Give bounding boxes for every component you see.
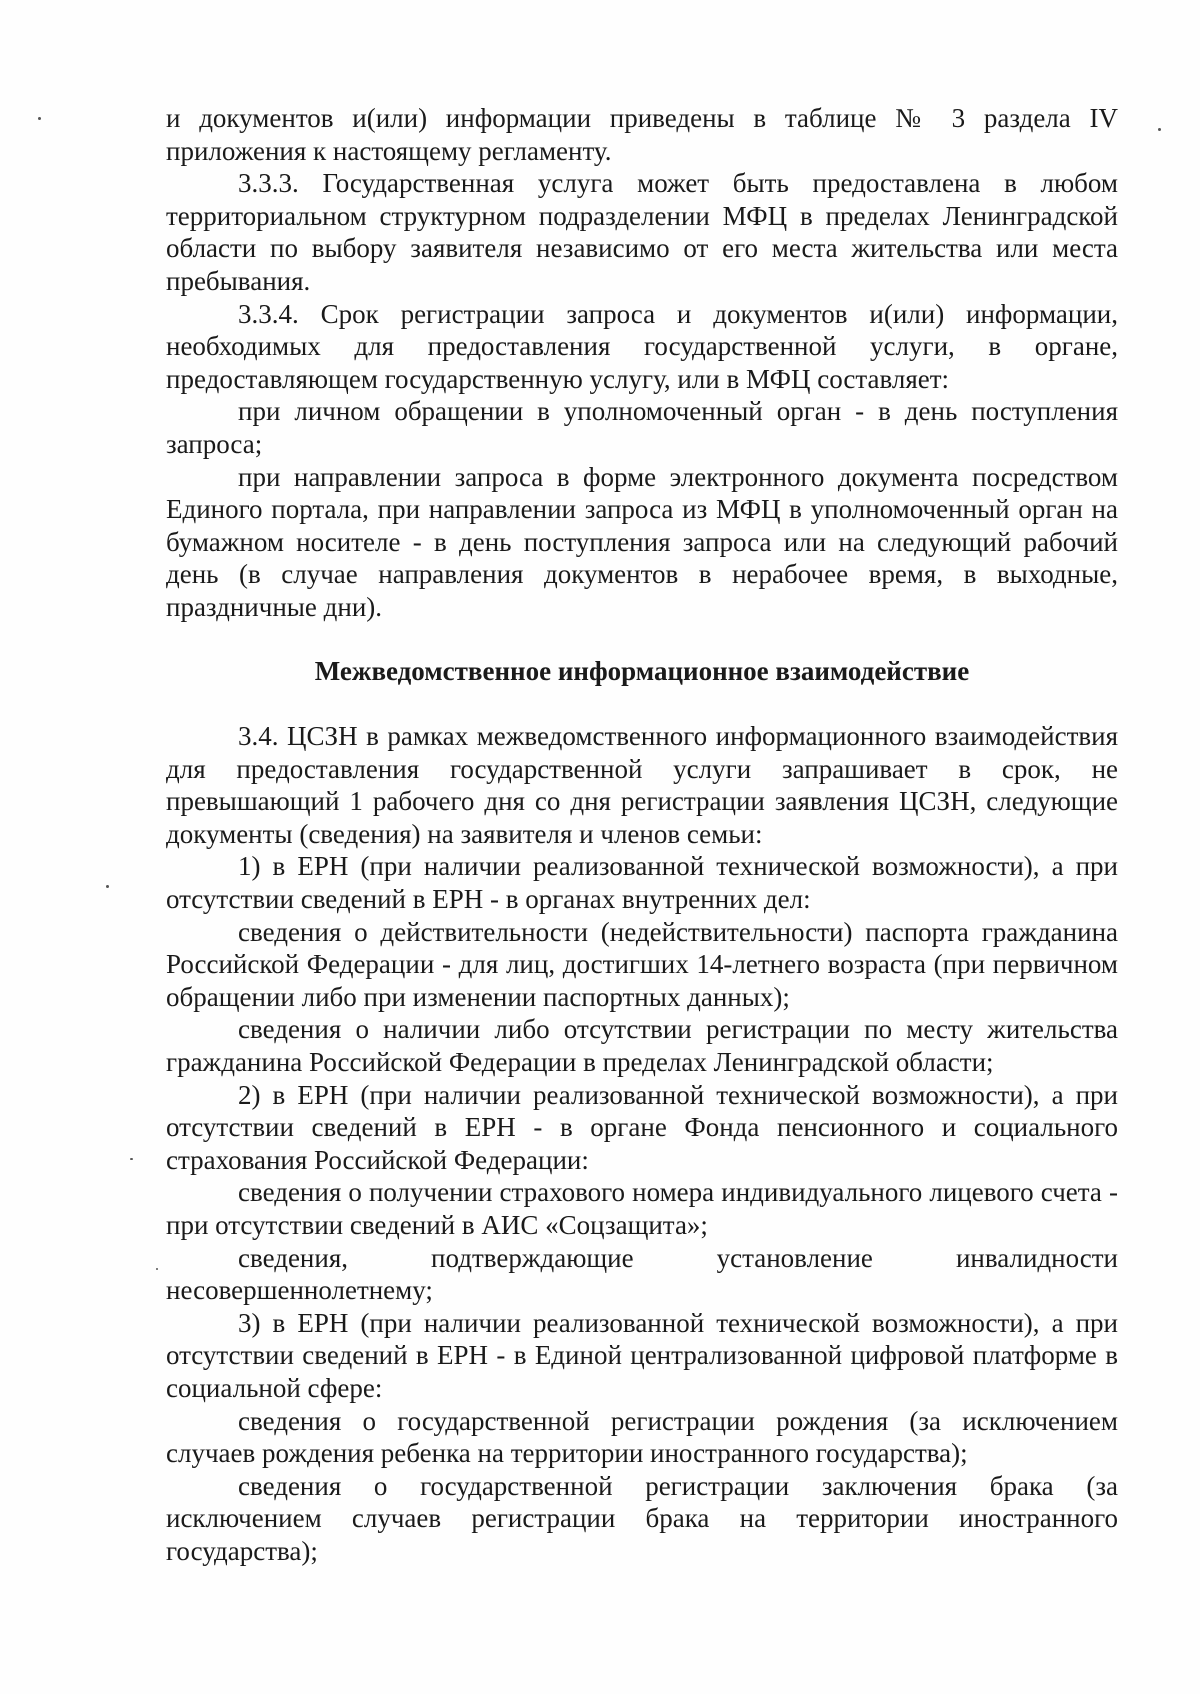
list-item: 3) в ЕРН (при наличии реализованной технической возможности), а при отсутствии сведений в ЕРН - в Единой централизованной цифровой платформе в социальной сфере:: [166, 1307, 1118, 1403]
paragraph: сведения о государственной регистрации рождения (за исключением случаев рождения ребенка на территории иностранного государства);: [166, 1405, 1118, 1469]
scan-speck: [156, 1268, 158, 1270]
list-item: 2) в ЕРН (при наличии реализованной технической возможности), а при отсутствии сведений в ЕРН - в органе Фонда пенсионного и социального страхования Российской Федерации:: [166, 1079, 1118, 1175]
scan-speck: [106, 885, 109, 888]
scan-speck: [38, 117, 41, 120]
paragraph: при направлении запроса в форме электронного документа посредством Единого портала, при направлении запроса из МФЦ в уполномоченный орган на бумажном носителе - в день поступления запроса или на следующий рабочий день (в случае направления документов в нерабочее время, в выходные, праздничные дни).: [166, 461, 1118, 622]
paragraph: и документов и(или) информации приведены в таблице № 3 раздела IV приложения к настоящему регламенту.: [166, 103, 1118, 166]
paragraph: сведения о получении страхового номера индивидуального лицевого счета - при отсутствии сведений в АИС «Соцзащита»;: [166, 1177, 1118, 1240]
scan-speck: [130, 1158, 133, 1160]
paragraph: сведения о действительности (недействительности) паспорта гражданина Российской Федерации - для лиц, достигших 14-летнего возраста (при первичном обращении либо при изменении паспортных данных);: [166, 916, 1118, 1012]
document-body: [166, 102, 1118, 1568]
paragraph: сведения о государственной регистрации заключения брака (за исключением случаев регистрации брака на территории иностранного государства);: [166, 1470, 1118, 1566]
paragraph-3-3-4: 3.3.4. Срок регистрации запроса и документов и(или) информации, необходимых для предоставления государственной услуги, в органе, предоставляющем государственную услугу, или в МФЦ составляет:: [166, 298, 1118, 394]
paragraph-3-3-3: 3.3.3. Государственная услуга может быть предоставлена в любом территориальном структурном подразделении МФЦ в пределах Ленинградской области по выбору заявителя независимо от его места жительства или места пребывания.: [166, 168, 1118, 296]
paragraph-3-4: 3.4. ЦСЗН в рамках межведомственного информационного взаимодействия для предоставления государственной услуги запрашивает в срок, не превышающий 1 рабочего дня со дня регистрации заявления ЦСЗН, следующие документы (сведения) на заявителя и членов семьи:: [166, 721, 1118, 849]
scan-speck: [1158, 128, 1161, 131]
paragraph: при личном обращении в уполномоченный орган - в день поступления запроса;: [166, 396, 1118, 459]
section-heading: Межведомственное информационное взаимодействие: [314, 655, 970, 686]
paragraph: сведения о наличии либо отсутствии регистрации по месту жительства гражданина Российской Федерации в пределах Ленинградской области;: [166, 1014, 1118, 1078]
paragraph: сведения, подтверждающие установление инвалидности несовершеннолетнему;: [166, 1242, 1118, 1306]
list-item: 1) в ЕРН (при наличии реализованной технической возможности), а при отсутствии сведений в ЕРН - в органах внутренних дел:: [166, 851, 1118, 915]
